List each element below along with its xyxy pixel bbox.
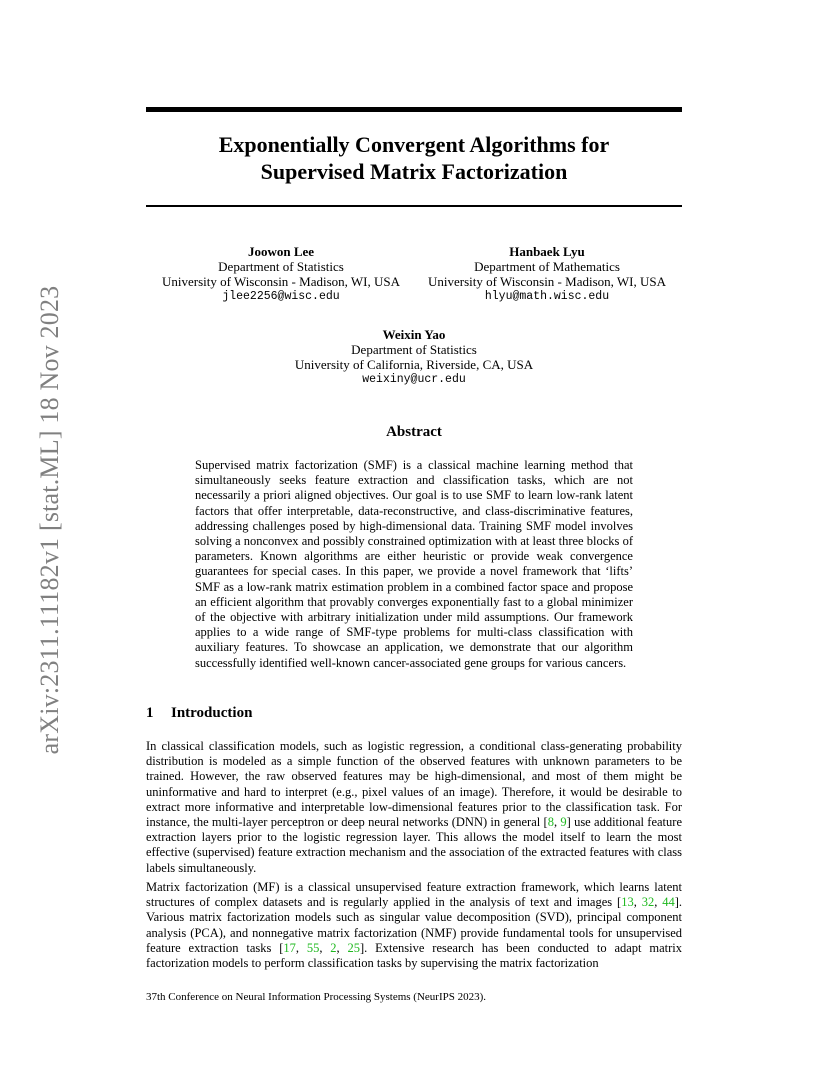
author-affiliation: University of Wisconsin - Madison, WI, USA [427,274,667,289]
intro-paragraph-1 [146,739,682,876]
author-name: Hanbaek Lyu [509,244,585,259]
title-line-2: Supervised Matrix Factorization [260,159,568,184]
citation-separator: , [295,940,307,955]
citation-separator: , [553,815,561,830]
paragraph-text: ]. Various matrix factorization models such as singular value decomposition (SVD), principal component analysis (PCA), and nonnegative matrix factorization (NMF) provide fundamental tools for unsupervised feature extraction tasks [ [146,895,683,955]
section-title: Introduction [171,705,253,721]
author-name: Weixin Yao [382,327,446,342]
citation-separator: , [654,895,663,910]
paragraph-text: ] use additional feature extraction layers prior to the logistic regression layer. This allows the model itself to learn the most effective (supervised) feature extraction mechanism and the association of the extracted features with class labels simultaneously. [146,815,682,875]
author-block-2 [420,244,674,304]
abstract-heading: Abstract [386,424,442,440]
paper-title [146,131,682,185]
title-bottom-rule [146,205,682,207]
citation-link[interactable]: 8 [547,815,554,830]
title-top-rule [146,107,682,112]
citation-link[interactable]: 32 [641,895,655,910]
citation-separator: , [336,940,348,955]
author-name: Joowon Lee [247,244,315,259]
author-affiliation: University of Wisconsin - Madison, WI, USA [161,274,401,289]
section-heading [146,705,252,722]
title-line-1: Exponentially Convergent Algorithms for [218,132,610,157]
conference-footnote: 37th Conference on Neural Information Processing Systems (NeurIPS 2023). [146,991,487,1003]
arxiv-stamp: arXiv:2311.11182v1 [stat.ML] 18 Nov 2023 [35,285,64,755]
abstract-text: Supervised matrix factorization (SMF) is a classical machine learning method that simultaneously seeks feature extraction and classification tasks, which are not necessarily a priori aligned objectives. Our goal is to use SMF to learn low-rank latent factors that offer interpretable, data-reconstructive, and class-discriminative features, addressing challenges posed by high-dimensional data. Training SMF model involves solving a nonconvex and possibly constrained optimization with at least three blocks of parameters. Known algorithms are either heuristic or provide weak convergence guarantees for special cases. In this paper, we provide a novel framework that ‘lifts’ SMF as a low-rank matrix estimation problem in a combined factor space and propose an efficient algorithm that provably converges exponentially fast to a global minimizer of the objective with arbitrary initialization under mild assumptions. Our framework applies to a wide range of SMF-type problems for multi-class classification with auxiliary features. To showcase an application, we demonstrate that our algorithm successfully identified well-known cancer-associated gene groups for various cancers. [195,458,633,670]
author-department: Department of Statistics [218,259,344,274]
author-email[interactable]: jlee2256@wisc.edu [222,290,340,303]
citation-link[interactable]: 55 [306,940,320,955]
paragraph-text: Matrix factorization (MF) is a classical unsupervised feature extraction framework, which learns latent structures of complex datasets and is regularly applied in the analysis of text and images [ [146,880,682,910]
author-department: Department of Statistics [351,342,477,357]
author-department: Department of Mathematics [474,259,620,274]
author-affiliation: University of California, Riverside, CA, USA [294,357,534,372]
author-email[interactable]: weixiny@ucr.edu [362,373,466,386]
citation-link[interactable]: 25 [347,940,361,955]
paragraph-text: In classical classification models, such as logistic regression, a conditional class-generating probability distribution is modeled as a simple function of the observed features with unknown parameters to be trained. However, the raw observed features may be high-dimensional, and most of them might be uninformative and hard to interpret (e.g., pixel values of an image). Therefore, it would be desirable to extract more informative and interpretable low-dimensional features prior to the classification task. For instance, the multi-layer perceptron or deep neural networks (DNN) in general [ [146,739,682,830]
section-number: 1 [146,705,154,721]
paragraph-text: ]. Extensive research has been conducted to adapt matrix factorization models to perform classification tasks by supervising the matrix factorization [146,940,682,971]
author-block-3 [270,327,558,387]
citation-link[interactable]: 2 [330,940,337,955]
author-block-1 [150,244,412,304]
citation-separator: , [633,895,642,910]
citation-link[interactable]: 17 [283,940,296,955]
intro-paragraph-2 [146,880,682,971]
author-email[interactable]: hlyu@math.wisc.edu [484,290,610,303]
citation-link[interactable]: 13 [621,895,634,910]
citation-link[interactable]: 9 [560,815,567,830]
citation-link[interactable]: 44 [662,895,675,910]
citation-separator: , [319,940,331,955]
